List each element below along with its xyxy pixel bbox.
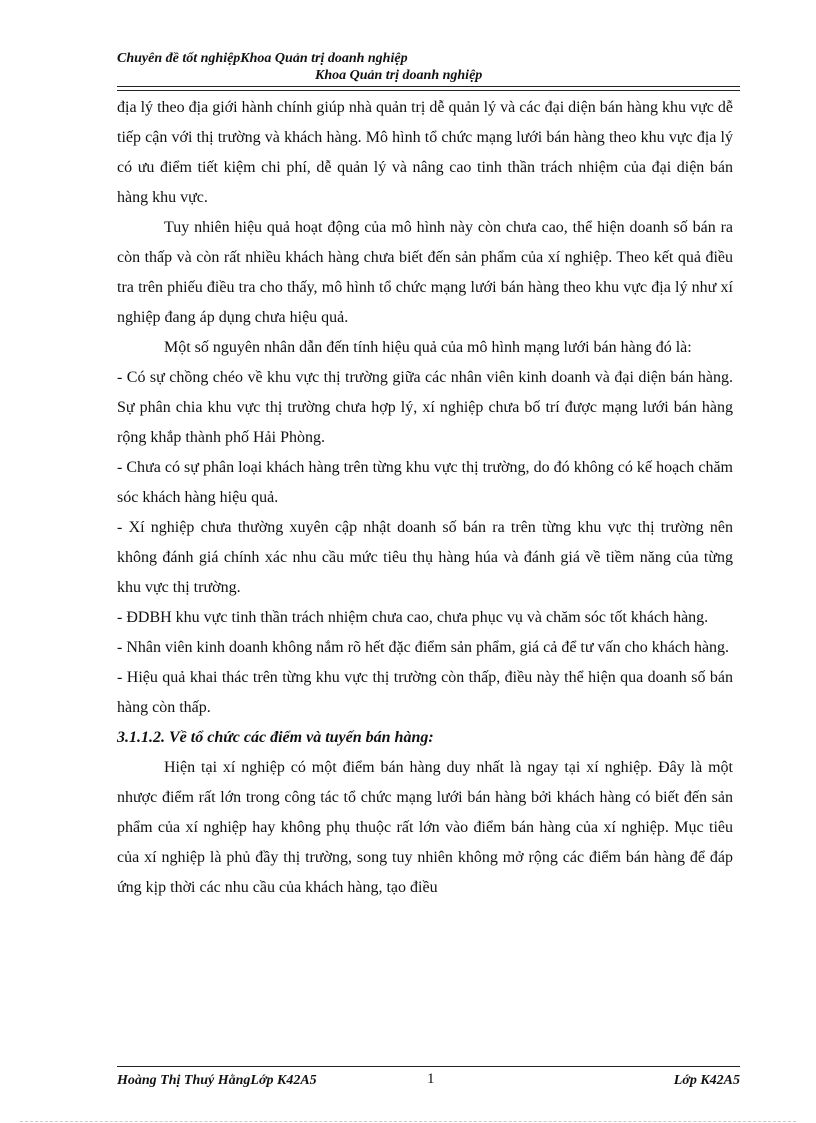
bullet-item: - ĐDBH khu vực tinh thần trách nhiệm chưa cao, chưa phục vụ và chăm sóc tốt khách hàng. — [117, 609, 709, 626]
bullet-item: - Hiệu quả khai thác trên từng khu vực thị trường còn thấp, điều này thể hiện qua doanh số bán hàng còn thấp. — [117, 669, 733, 716]
bullet-item: - Có sự chồng chéo về khu vực thị trường giữa các nhân viên kinh doanh và đại diện bán hàng. Sự phân chia khu vực thị trường chưa hợp lý, xí nghiệp chưa bố trí được mạng lưới bán hàng rộng khắp thành phố Hải Phòng. — [117, 369, 733, 446]
page-footer — [117, 1071, 740, 1091]
header-divider — [117, 86, 740, 91]
page-boundary — [20, 1121, 796, 1122]
paragraph: Tuy nhiên hiệu quả hoạt động của mô hình này còn chưa cao, thể hiện doanh số bán ra còn thấp và còn rất nhiều khách hàng chưa biết đến sản phẩm của xí nghiệp. Theo kết quả điều tra trên phiếu điều tra cho thấy, mô hình tổ chức mạng lưới bán hàng theo khu vực địa lý như xí nghiệp đang áp dụng chưa hiệu quả. — [117, 219, 733, 326]
bullet-item: - Nhân viên kinh doanh không nắm rõ hết đặc điểm sản phẩm, giá cả để tư vấn cho khách hàng. — [117, 639, 730, 656]
paragraph: Hiện tại xí nghiệp có một điểm bán hàng duy nhất là ngay tại xí nghiệp. Đây là một nhược điểm rất lớn trong công tác tổ chức mạng lưới bán hàng bởi khách hàng có biết đến sản phẩm của xí nghiệp hay không phụ thuộc rất lớn vào điểm bán hàng của xí nghiệp. Mục tiêu của xí nghiệp là phủ đầy thị trường, song tuy nhiên không mở rộng các điểm bán hàng để đáp ứng kịp thời các nhu cầu của khách hàng, tạo điều — [117, 759, 733, 896]
paragraph: địa lý theo địa giới hành chính giúp nhà quản trị dễ quản lý và các đại diện bán hàng khu vực dễ tiếp cận với thị trường và khách hàng. Mô hình tổ chức mạng lưới bán hàng theo khu vực địa lý có ưu điểm tiết kiệm chi phí, dễ quản lý và nâng cao tinh thần trách nhiệm của đại diện bán hàng khu vực. — [117, 99, 733, 206]
bullet-item: - Xí nghiệp chưa thường xuyên cập nhật doanh số bán ra trên từng khu vực thị trường nên không đánh giá chính xác nhu cầu mức tiêu thụ hàng húa và đánh giá về tiềm năng của từng khu vực thị trường. — [117, 519, 733, 596]
footer-divider — [117, 1066, 740, 1067]
footer-author: Hoàng Thị Thuý HằngLớp K42A5 — [117, 1073, 317, 1088]
section-heading: 3.1.1.2. Về tổ chức các điểm và tuyến bán hàng: — [117, 729, 434, 746]
page-number: 1 — [427, 1071, 435, 1087]
header-line-1: Chuyên đề tốt nghiệpKhoa Quản trị doanh nghiệp — [117, 51, 408, 66]
paragraph: Một số nguyên nhân dẫn đến tính hiệu quả của mô hình mạng lưới bán hàng đó là: — [164, 339, 692, 356]
page-header — [117, 50, 740, 84]
header-line-2: Khoa Quản trị doanh nghiệp — [315, 68, 483, 83]
bullet-item: - Chưa có sự phân loại khách hàng trên từng khu vực thị trường, do đó không có kế hoạch chăm sóc khách hàng hiệu quả. — [117, 459, 733, 506]
document-body — [117, 93, 733, 903]
footer-class: Lớp K42A5 — [673, 1073, 740, 1088]
